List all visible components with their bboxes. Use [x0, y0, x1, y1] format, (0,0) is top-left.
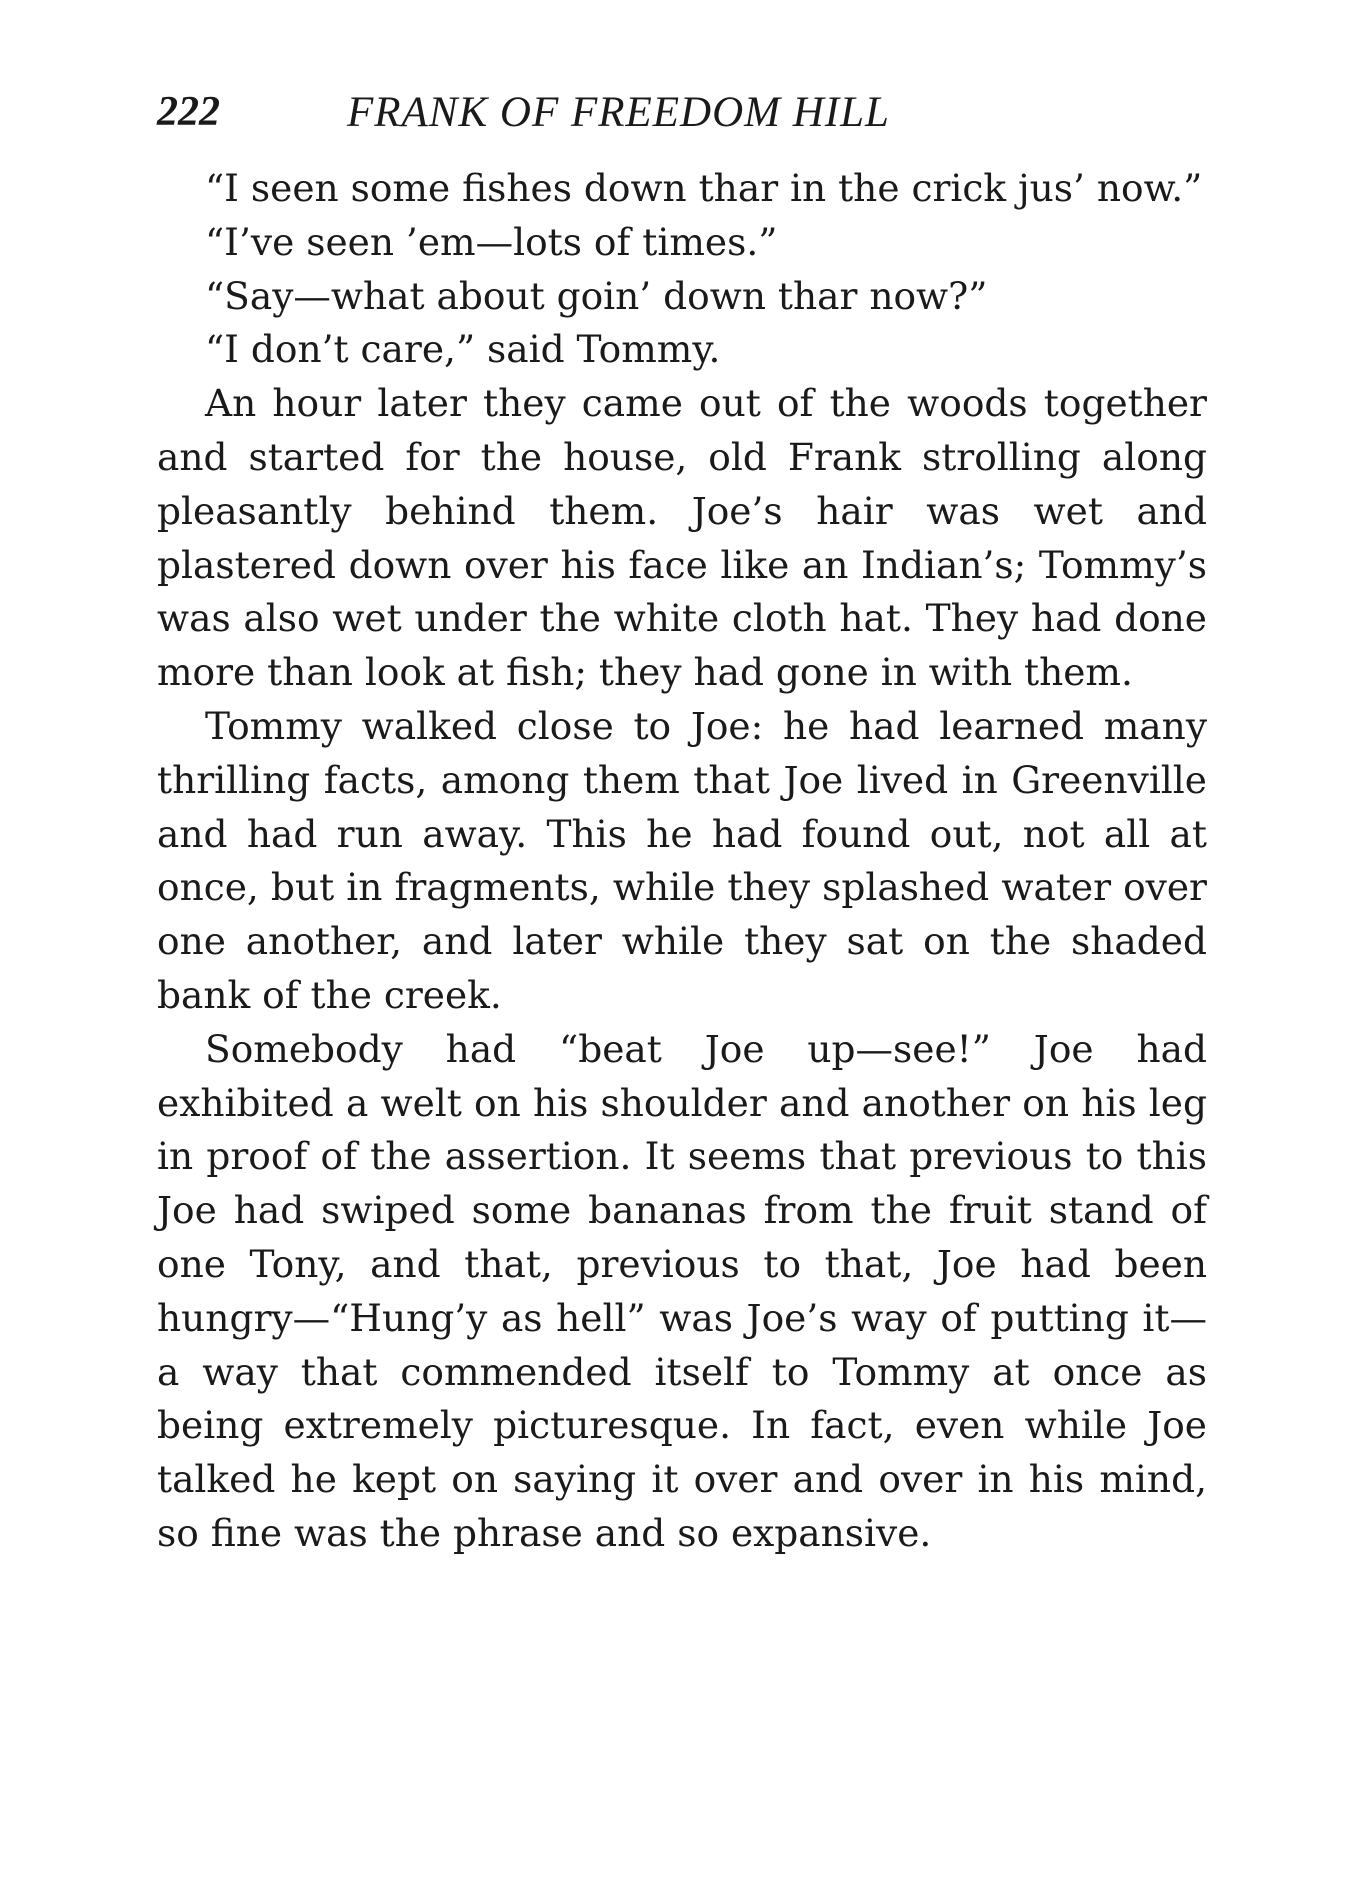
page-header: [157, 88, 1207, 142]
body-text: [157, 162, 1207, 1561]
page-number: 222: [157, 89, 220, 135]
paragraph: “I’ve seen ’em—lots of times.”: [205, 219, 778, 264]
running-title: FRANK OF FREEDOM HILL: [347, 89, 890, 136]
paragraph: “I don’t care,” said Tommy.: [205, 327, 721, 372]
paragraph: Somebody had “beat Joe up—see!” Joe had exhibited a welt on his shoulder and another on his leg in proof of the assertion. It seems that previous to this Joe had swiped some bananas from the fruit stand of one Tony, and that, previous to that, Joe had been hungry—“Hung’y as hell” was Joe’s way of putting it—a way that commended itself to Tommy at once as being extremely picturesque. In fact, even while Joe talked he kept on saying it over and over in his mind, so fine was the phrase and so expansive.: [157, 1026, 1207, 1555]
paragraph: “Say—what about goin’ down thar now?”: [205, 273, 988, 318]
paragraph: Tommy walked close to Joe: he had learned many thrilling facts, among them that Joe lived in Greenville and had run away. This he had found out, not all at once, but in fragments, while they splashed water over one another, and later while they sat on the shaded bank of the creek.: [157, 703, 1207, 1017]
paragraph: An hour later they came out of the woods together and started for the house, old Frank strolling along pleasantly behind them. Joe’s hair was wet and plastered down over his face like an Indian’s; Tommy’s was also wet under the white cloth hat. They had done more than look at fish; they had gone in with them.: [157, 381, 1207, 695]
paragraph: “I seen some fishes down thar in the crick jus’ now.”: [205, 166, 1203, 210]
